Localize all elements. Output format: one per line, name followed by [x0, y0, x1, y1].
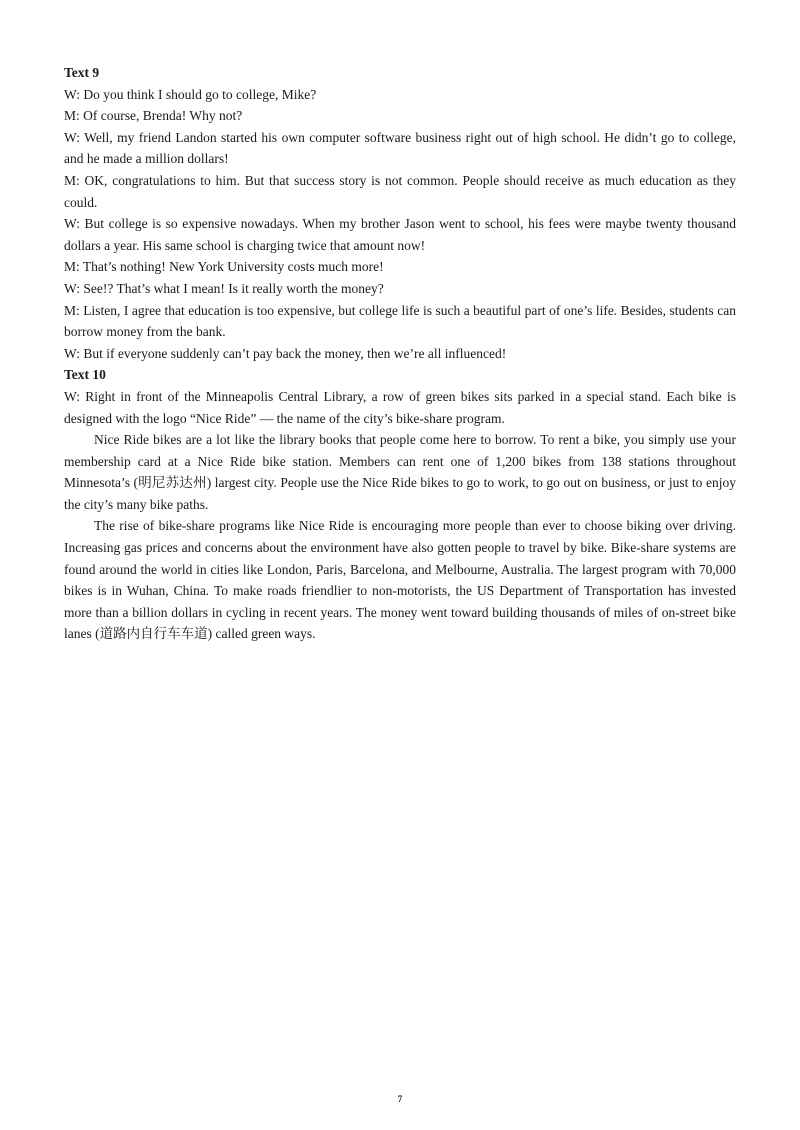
dialogue-line: W: Well, my friend Landon started his own computer software business right out of high school. He didn’t go to college, and he made a million dollars!: [64, 129, 736, 167]
dialogue-line: W: See!? That’s what I mean! Is it really worth the money?: [64, 280, 384, 296]
dialogue-line: M: Listen, I agree that education is too expensive, but college life is such a beautiful part of one’s life. Besides, students can borrow money from the bank.: [64, 302, 736, 340]
text9-heading: Text 9: [64, 65, 100, 80]
dialogue-line: M: Of course, Brenda! Why not?: [64, 108, 243, 124]
dialogue-line: W: Do you think I should go to college, Mike?: [64, 86, 317, 102]
text10-heading: Text 10: [64, 367, 106, 383]
dialogue-line: W: But college is so expensive nowadays. When my brother Jason went to school, his fees were maybe twenty thousand dollars a year. His same school is charging twice that amount now!: [64, 216, 736, 253]
text10-paragraph: The rise of bike-share programs like Nice Ride is encouraging more people than ever to choose biking over driving. Increasing gas prices and concerns about the environment have also gotten people to travel by bike. Bike-share systems are found around the world in cities like London, Paris, Barcelona, and Melbourne, Australia. The largest program with 70,000 bikes is in Wuhan, China. To make roads friendlier to non-motorists, the US Department of Transportation has invested more than a billion dollars in cycling in recent years. The money went toward building thousands of miles of on-street bike lanes (道路内自行车车道) called green ways.: [64, 518, 736, 642]
document-body: [64, 62, 736, 645]
dialogue-line: M: That’s nothing! New York University costs much more!: [64, 259, 384, 275]
dialogue-line: W: But if everyone suddenly can’t pay back the money, then we’re all influenced!: [64, 345, 507, 361]
dialogue-line: M: OK, congratulations to him. But that success story is not common. People should receive as much education as they could.: [64, 172, 736, 210]
text10-intro: W: Right in front of the Minneapolis Central Library, a row of green bikes sits parked in a special stand. Each bike is designed with the logo “Nice Ride” — the name of the city’s bike-share program.: [64, 388, 736, 426]
page-number: 7: [397, 1094, 403, 1104]
text10-paragraph: Nice Ride bikes are a lot like the library books that people come here to borrow. To rent a bike, you simply use your membership card at a Nice Ride bike station. Members can rent one of 1,200 bikes from 138 stations throughout Minnesota’s (明尼苏达州) largest city. People use the Nice Ride bikes to go to work, to go out on business, or just to enjoy the city’s many bike paths.: [64, 432, 736, 512]
